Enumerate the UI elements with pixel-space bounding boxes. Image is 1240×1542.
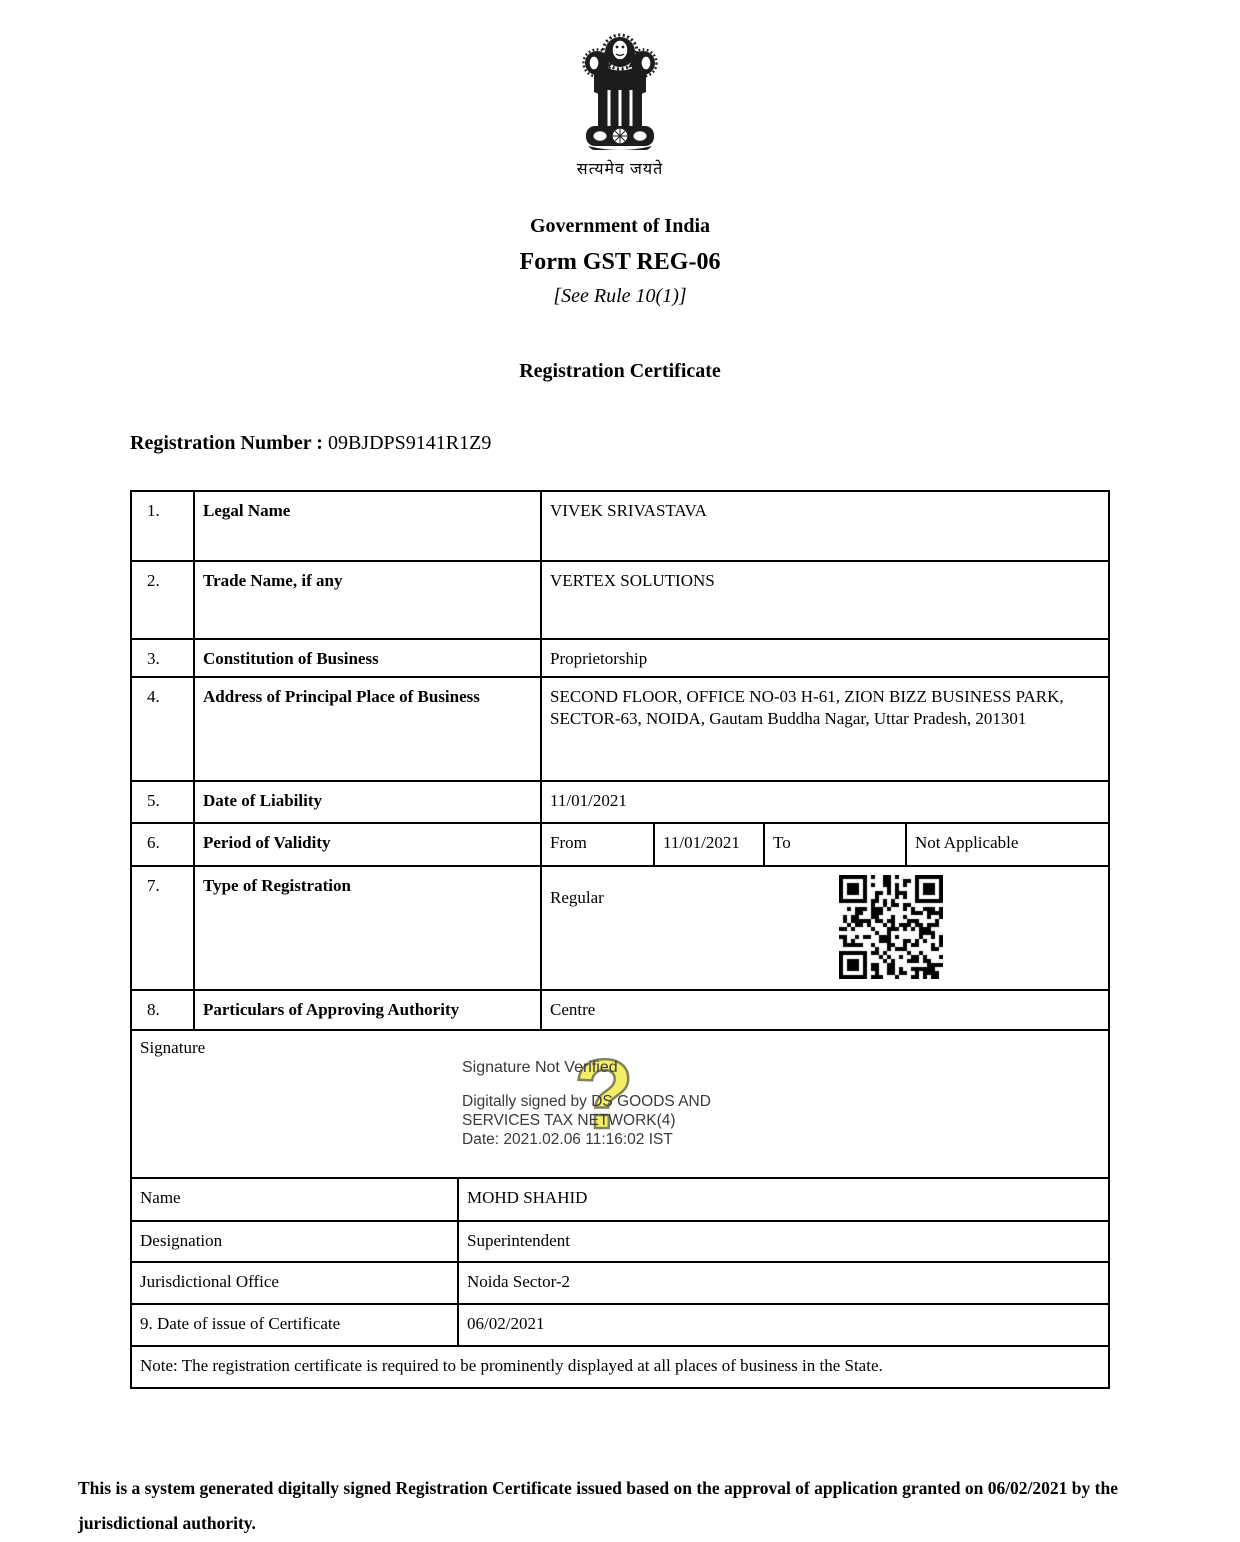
table-row [132, 780, 1108, 822]
footer-note: This is a system generated digitally signed Registration Certificate issued based on the approval of application granted on 06/02/2021 by the jurisdictional authority. [78, 1478, 1118, 1533]
officer-value: Noida Sector-2 [457, 1263, 1108, 1303]
table-row [132, 638, 1108, 676]
row-number: 5. [147, 791, 160, 810]
signature-date-line: Date: 2021.02.06 11:16:02 IST [462, 1131, 673, 1148]
row-value: VERTEX SOLUTIONS [540, 562, 1108, 638]
registration-number-label: Registration Number : [130, 432, 323, 454]
officer-value: Superintendent [457, 1222, 1108, 1261]
rule-reference: [See Rule 10(1)] [553, 285, 687, 307]
row-value: VIVEK SRIVASTAVA [540, 492, 1108, 560]
row-number: 3. [147, 649, 160, 668]
emblem-motto: सत्यमेव जयते [576, 161, 664, 178]
officer-row [132, 1261, 1108, 1303]
table-row [132, 560, 1108, 638]
officer-row [132, 1177, 1108, 1220]
table-row-type-of-registration [132, 865, 1108, 989]
officer-label: Jurisdictional Office [140, 1272, 279, 1291]
validity-to-value: Not Applicable [905, 824, 1108, 865]
registration-number-line [130, 432, 1240, 455]
government-title: Government of India [530, 215, 710, 237]
note-row [132, 1345, 1108, 1387]
india-state-emblem-icon [574, 30, 666, 150]
row-label: Address of Principal Place of Business [193, 678, 540, 780]
row-label: Trade Name, if any [193, 562, 540, 638]
officer-label: Name [140, 1188, 181, 1207]
table-row [132, 676, 1108, 780]
signature-not-verified-text: Signature Not Verified [462, 1059, 618, 1076]
row-label: Date of Liability [193, 782, 540, 822]
officer-row [132, 1220, 1108, 1261]
row-label: Constitution of Business [193, 640, 540, 676]
form-title: Form GST REG-06 [519, 249, 721, 275]
officer-label: 9. Date of issue of Certificate [140, 1314, 341, 1333]
row-number: 6. [147, 833, 160, 852]
row-value-cell [540, 867, 1108, 989]
officer-label: Designation [140, 1231, 223, 1250]
officer-value: MOHD SHAHID [457, 1179, 1108, 1220]
officer-value: 06/02/2021 [457, 1305, 1108, 1345]
officer-row [132, 1303, 1108, 1345]
row-number: 4. [147, 687, 160, 706]
registration-number-value: 09BJDPS9141R1Z9 [327, 432, 492, 454]
signature-label: Signature [140, 1038, 206, 1057]
note-text: Note: The registration certificate is required to be prominently displayed at all places of business in the State. [140, 1356, 883, 1375]
table-row [132, 492, 1108, 560]
row-label: Period of Validity [193, 824, 540, 865]
table-row [132, 989, 1108, 1029]
row-value: SECOND FLOOR, OFFICE NO-03 H-61, ZION BIZZ BUSINESS PARK, SECTOR-63, NOIDA, Gautam Buddha Nagar, Uttar Pradesh, 201301 [540, 678, 1108, 780]
row-value: 11/01/2021 [540, 782, 1108, 822]
row-number: 7. [147, 876, 160, 895]
row-number: 1. [147, 501, 160, 520]
qr-code [839, 875, 943, 979]
validity-to-label: To [763, 824, 905, 865]
certificate-table [130, 490, 1110, 1389]
row-number: 8. [147, 1000, 160, 1019]
row-number: 2. [147, 571, 160, 590]
signature-verification-stamp [462, 1039, 711, 1149]
validity-from-value: 11/01/2021 [653, 824, 763, 865]
question-mark-icon: ? [574, 1039, 634, 1149]
certificate-title: Registration Certificate [519, 360, 721, 382]
row-label: Particulars of Approving Authority [193, 991, 540, 1029]
row-label: Legal Name [193, 492, 540, 560]
table-row-period-of-validity [132, 822, 1108, 865]
emblem-block [0, 0, 1240, 179]
row-value: Proprietorship [540, 640, 1108, 676]
digitally-signed-line2: SERVICES TAX NETWORK(4) [462, 1112, 676, 1129]
digitally-signed-line1: Digitally signed by DS GOODS AND [462, 1093, 711, 1110]
validity-from-label: From [540, 824, 653, 865]
row-value: Centre [540, 991, 1108, 1029]
signature-row [132, 1029, 1108, 1177]
row-label: Type of Registration [193, 867, 540, 989]
row-value: Regular [550, 888, 604, 907]
